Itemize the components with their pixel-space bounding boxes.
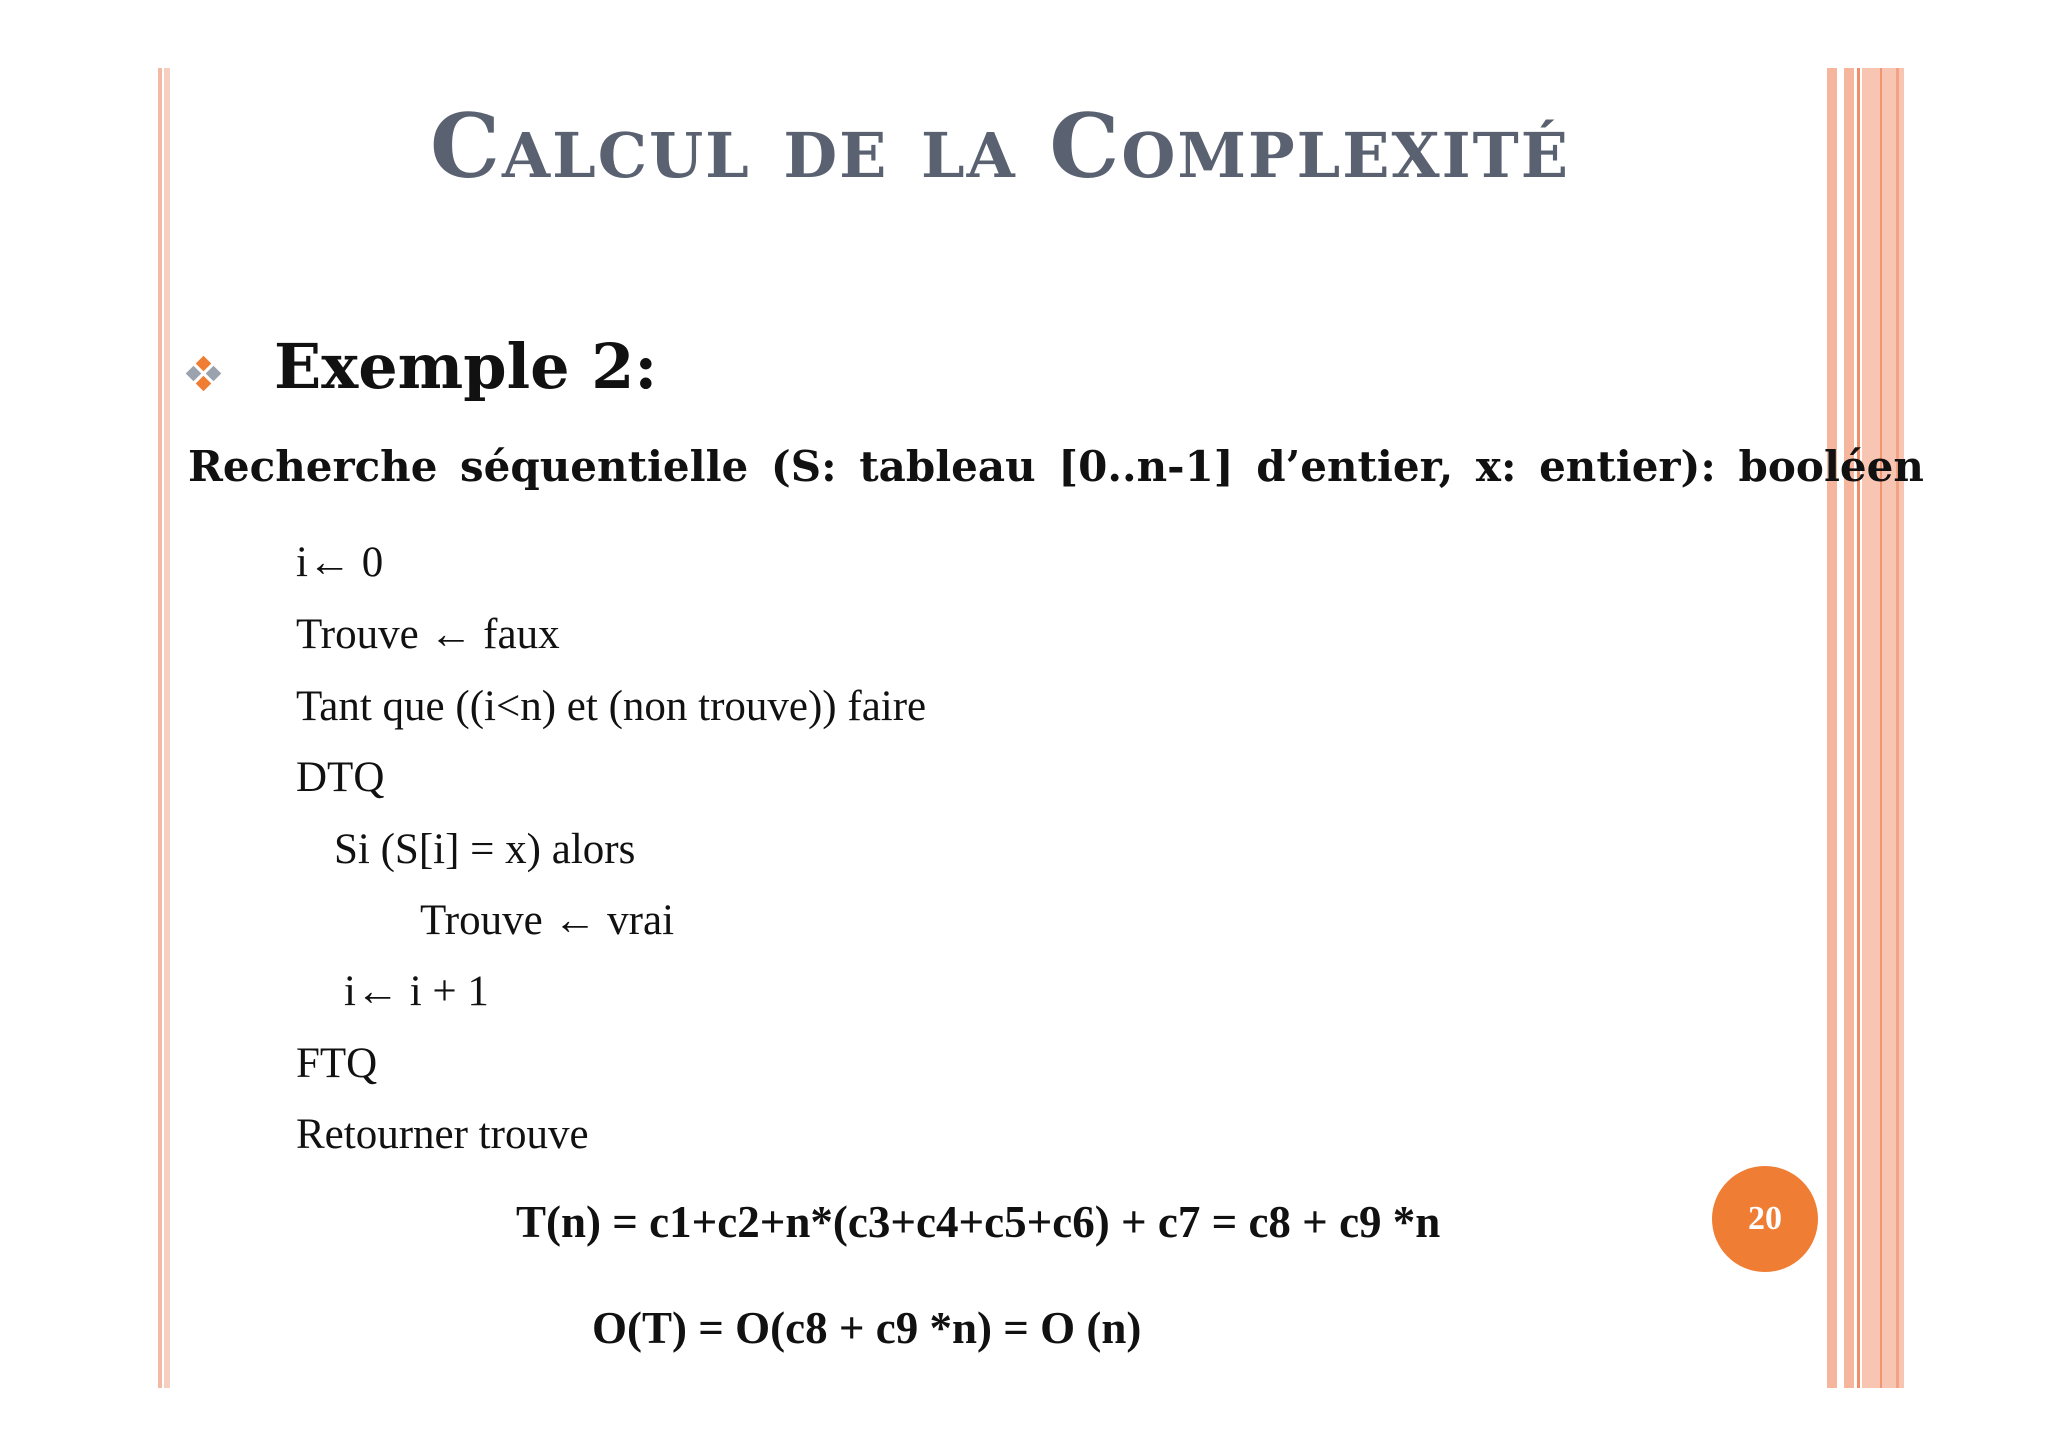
right-border-stripe	[1880, 68, 1882, 1388]
right-border-stripe	[1896, 68, 1899, 1388]
code-line: FTQ	[296, 1040, 378, 1087]
big-o-formula: O(T) = O(c8 + c9 *n) = O (n)	[592, 1303, 1142, 1353]
code-line: Tant que ((i<n) et (non trouve)) faire	[296, 683, 927, 730]
code-line: DTQ	[296, 754, 385, 801]
function-signature: Recherche séquentielle (S: tableau [0..n-1] d’entier, x: entier): booléen	[188, 442, 1924, 491]
code-line: i← i + 1	[344, 968, 489, 1015]
code-line: Trouve ← faux	[296, 611, 560, 658]
code-line: Retourner trouve	[296, 1111, 589, 1158]
left-border-line	[158, 68, 162, 1388]
time-complexity-formula: T(n) = c1+c2+n*(c3+c4+c5+c6) + c7 = c8 + c9 *n	[516, 1197, 1441, 1247]
right-border-stripe	[1827, 68, 1837, 1388]
page-number-badge	[1712, 1166, 1818, 1272]
four-diamond-bullet-icon	[188, 358, 218, 388]
right-border-stripe	[1844, 68, 1854, 1388]
code-line: i← 0	[296, 539, 384, 586]
right-border-stripe	[1857, 68, 1860, 1388]
code-line: Si (S[i] = x) alors	[334, 826, 636, 873]
example-heading: Exemple 2:	[274, 330, 658, 403]
page-number: 20	[1748, 1200, 1782, 1237]
left-border-line-inner	[164, 68, 170, 1388]
code-line: Trouve ← vrai	[420, 897, 675, 944]
slide-title: Calcul de la Complexité	[429, 94, 1571, 198]
